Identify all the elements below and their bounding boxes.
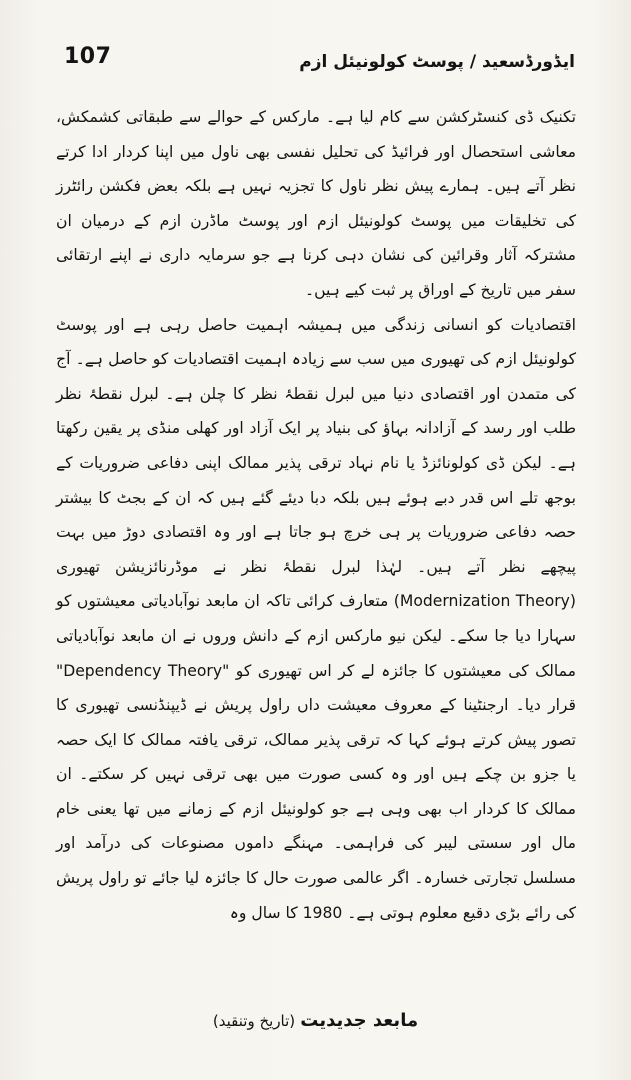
page-footer <box>0 1010 631 1031</box>
paragraph: اقتصادیات کو انسانی زندگی میں ہمیشہ اہمیت حاصل رہی ہے اور پوسٹ کولونیئل ازم کی تھیوری میں سب سے زیادہ اہمیت اقتصادیات کو حاصل ہے۔ آج کی متمدن اور اقتصادی دنیا میں لبرل نقطۂ نظر کا چلن ہے۔ لبرل نقطۂ نظر طلب اور رسد کے آزادانہ بہاؤ کی بنیاد پر ایک آزاد اور کھلی منڈی پر یقین رکھتا ہے۔ لیکن ڈی کولونائزڈ یا نام نہاد ترقی پذیر ممالک اپنی دفاعی ضروریات کے بوجھ تلے اس قدر دبے ہوئے ہیں بلکہ دبا دیئے گئے ہیں کہ ان کے بجٹ کا بیشتر حصہ دفاعی ضروریات پر ہی خرچ ہو جاتا ہے اور وہ اقتصادی دوڑ میں بہت پیچھے نظر آتے ہیں۔ لہٰذا لبرل نقطۂ نظر نے موڈرنائزیشن تھیوری (Modernization Theory) متعارف کرائی تاکہ ان مابعد نوآبادیاتی معیشتوں کو سہارا دیا جا سکے۔ لیکن نیو مارکس ازم کے دانش وروں نے ان مابعد نوآبادیاتی ممالک کی معیشتوں کا جائزہ لے کر اس تھیوری کو "Dependency Theory" قرار دیا۔ ارجنٹینا کے معروف معیشت داں راول پریش نے ڈیپنڈنسی تھیوری کا تصور پیش کرتے ہوئے کہا کہ ترقی پذیر ممالک، ترقی یافتہ ممالک کا ایک حصہ یا جزو بن چکے ہیں اور وہ کسی صورت میں بھی ترقی نہیں کر سکتے۔ ان ممالک کا کردار اب بھی وہی ہے جو کولونیئل ازم کے زمانے میں تھا یعنی خام مال اور سستی لیبر کی فراہمی۔ مہنگے داموں مصنوعات کی درآمد اور مسلسل تجارتی خسارہ۔ اگر عالمی صورت حال کا جائزہ لیا جائے تو راول پریش کی رائے بڑی دقیع معلوم ہوتی ہے۔ 1980 کا سال وہ <box>56 315 576 922</box>
body-text <box>56 100 576 930</box>
paragraph: تکنیک ڈی کنسٹرکشن سے کام لیا ہے۔ مارکس کے حوالے سے طبقاتی کشمکش، معاشی استحصال اور فرائیڈ کی تحلیل نفسی بھی ناول میں اپنا کردار ادا کرتے نظر آتے ہیں۔ ہمارے پیش نظر ناول کا تجزیہ نہیں ہے بلکہ بعض فکشن رائٹرز کی تخلیقات میں پوسٹ کولونیئل ازم اور پوسٹ ماڈرن ازم کے درمیان ان مشترکہ آثار وقرائین کی نشان دہی کرنا ہے جو سرمایہ داری نے اپنے ارتقائی سفر میں تاریخ کے اوراق پر ثبت کیے ہیں۔ <box>56 108 576 299</box>
footer-subtitle: (تاریخ وتنقید) <box>212 1012 296 1030</box>
running-header: ایڈورڈسعید / پوسٹ کولونیئل ازم <box>299 52 575 72</box>
footer-book-title: مابعد جدیدیت <box>300 1010 419 1031</box>
page-number: 107 <box>64 44 112 69</box>
